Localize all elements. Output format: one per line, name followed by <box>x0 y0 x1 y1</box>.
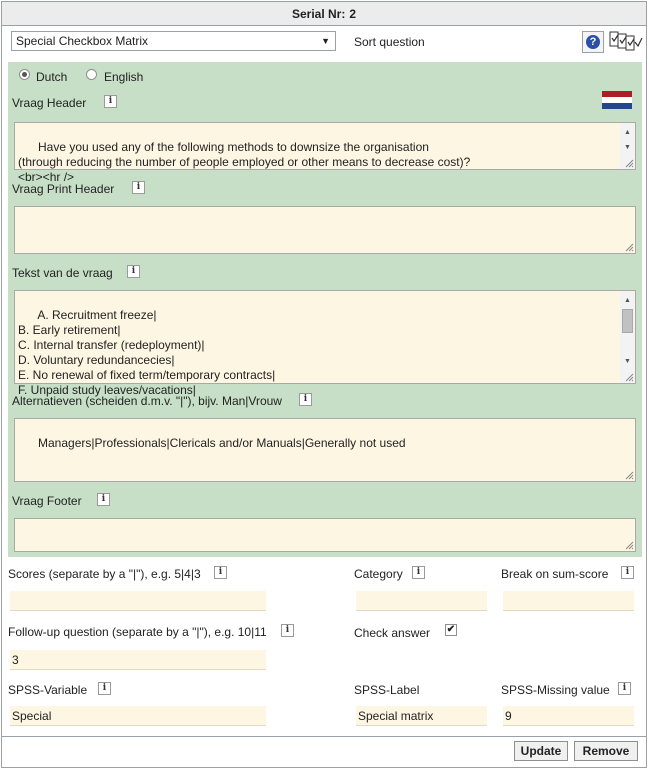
resize-handle-icon[interactable] <box>624 540 634 550</box>
break-on-sum-score-label: Break on sum-score <box>501 567 609 581</box>
resize-handle-icon[interactable] <box>624 242 634 252</box>
radio-english-label: English <box>104 70 144 84</box>
info-icon[interactable]: i <box>127 265 140 278</box>
scroll-down-icon[interactable]: ▼ <box>624 144 631 151</box>
scroll-up-icon[interactable]: ▲ <box>624 297 631 304</box>
vraag-footer-textarea[interactable] <box>14 518 636 552</box>
question-type-select[interactable] <box>11 31 336 51</box>
serial-bar <box>2 2 646 26</box>
tekst-van-de-vraag-textarea[interactable] <box>14 290 636 397</box>
scroll-up-icon[interactable]: ▲ <box>624 129 631 136</box>
sort-question-label: Sort question <box>354 35 425 49</box>
toolbar <box>2 27 646 59</box>
scores-input[interactable] <box>10 591 266 611</box>
check-answer-checkbox[interactable]: ✔ <box>446 624 456 635</box>
spss-variable-input[interactable]: Special <box>10 706 266 726</box>
netherlands-flag-icon[interactable] <box>602 91 632 109</box>
info-icon[interactable]: i <box>98 682 111 695</box>
tekst-van-de-vraag-scrollbar[interactable] <box>620 291 635 383</box>
vraag-header-label: Vraag Header <box>12 96 87 110</box>
scores-label: Scores (separate by a "|"), e.g. 5|4|3 <box>8 567 201 581</box>
language-fields-section <box>8 62 642 557</box>
spss-variable-label: SPSS-Variable <box>8 683 88 697</box>
follow-up-label: Follow-up question (separate by a "|"), e.g. 10|11 <box>8 625 267 639</box>
sort-question-icon[interactable] <box>609 30 643 52</box>
category-input[interactable] <box>356 591 487 611</box>
scroll-down-icon[interactable]: ▼ <box>624 358 631 365</box>
spss-missing-value-label: SPSS-Missing value <box>501 683 610 697</box>
info-icon[interactable]: i <box>214 566 227 579</box>
radio-dutch[interactable] <box>19 69 30 80</box>
radio-english[interactable] <box>86 69 97 80</box>
help-button[interactable] <box>582 31 604 53</box>
info-icon[interactable]: i <box>281 624 294 637</box>
scrollbar-thumb[interactable] <box>622 309 633 333</box>
resize-handle-icon[interactable] <box>624 372 634 382</box>
spss-label-label: SPSS-Label <box>354 683 420 697</box>
break-on-sum-score-input[interactable] <box>503 591 634 611</box>
alternatieven-textarea[interactable] <box>14 418 636 482</box>
alternatieven-text: Managers|Professionals|Clericals and/or Manuals|Generally not used <box>38 436 406 450</box>
update-button[interactable]: Update <box>514 741 568 761</box>
vraag-header-text: Have you used any of the following methods to downsize the organisation (through reducing the number of people employed or other means to decrease cost)? <br><hr /> <box>18 140 471 184</box>
resize-handle-icon[interactable] <box>624 158 634 168</box>
serial-number: 2 <box>349 7 357 21</box>
follow-up-input[interactable]: 3 <box>10 650 266 670</box>
remove-button[interactable]: Remove <box>574 741 638 761</box>
info-icon[interactable]: i <box>618 682 631 695</box>
vraag-footer-label: Vraag Footer <box>12 494 82 508</box>
vraag-header-textarea[interactable] <box>14 122 636 184</box>
question-type-value: Special Checkbox Matrix <box>16 34 149 48</box>
radio-dutch-label: Dutch <box>36 70 68 84</box>
tekst-van-de-vraag-label: Tekst van de vraag <box>12 266 113 280</box>
chevron-down-icon: ▼ <box>321 36 330 46</box>
tekst-van-de-vraag-text: A. Recruitment freeze| B. Early retirement| C. Internal transfer (redeployment)| D. Voluntary redundancecies| E. No renewal of fixed term/temporary contracts| F. Unpaid study leaves/vacations| <box>18 308 276 397</box>
category-label: Category <box>354 567 403 581</box>
info-icon[interactable]: i <box>412 566 425 579</box>
info-icon[interactable]: i <box>97 493 110 506</box>
question-editor-panel <box>1 1 647 768</box>
info-icon[interactable]: i <box>621 566 634 579</box>
help-icon: ? <box>586 35 600 49</box>
alternatieven-label: Alternatieven (scheiden d.m.v. "|"), bijv. Man|Vrouw <box>12 394 282 408</box>
info-icon[interactable]: i <box>104 95 117 108</box>
check-answer-label: Check answer <box>354 626 431 640</box>
vraag-print-header-label: Vraag Print Header <box>12 182 115 196</box>
info-icon[interactable]: i <box>132 181 145 194</box>
info-icon[interactable]: i <box>299 393 312 406</box>
vraag-print-header-textarea[interactable] <box>14 206 636 254</box>
resize-handle-icon[interactable] <box>624 470 634 480</box>
spss-label-input[interactable]: Special matrix <box>356 706 487 726</box>
spss-missing-value-input[interactable]: 9 <box>503 706 634 726</box>
serial-label: Serial Nr: <box>291 7 346 21</box>
divider <box>2 736 646 737</box>
